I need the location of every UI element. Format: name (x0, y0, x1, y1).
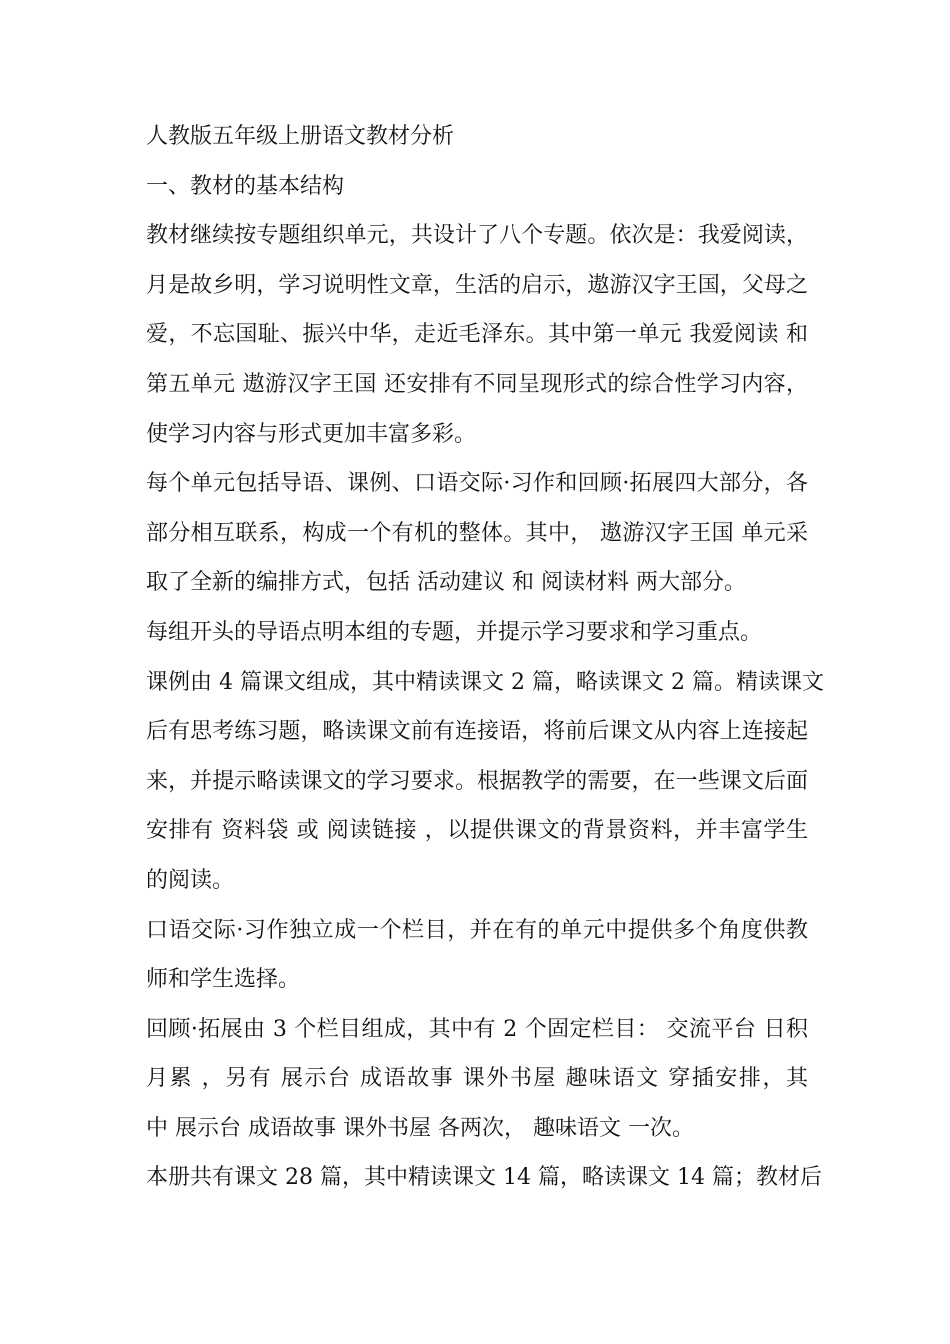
text-line: 本册共有课文 28 篇，其中精读课文 14 篇，略读课文 14 篇；教材后 (146, 1165, 822, 1191)
text-line: 口语交际·习作独立成一个栏目，并在有的单元中提供多个角度供教 (146, 917, 808, 943)
text-line: 取了全新的编排方式，包括 活动建议 和 阅读材料 两大部分。 (146, 570, 746, 596)
text-line: 每组开头的导语点明本组的专题，并提示学习要求和学习重点。 (146, 619, 763, 645)
document-title: 人教版五年级上册语文教材分析 (146, 124, 455, 149)
text-line: 的阅读。 (146, 867, 235, 893)
document-body (146, 211, 824, 1203)
text-line: 回顾·拓展由 3 个栏目组成，其中有 2 个固定栏目： 交流平台 日积 (146, 1016, 808, 1042)
text-line: 月累 ，另有 展示台 成语故事 课外书屋 趣味语文 穿插安排，其 (146, 1066, 808, 1092)
text-line: 课例由 4 篇课文组成，其中精读课文 2 篇，略读课文 2 篇。精读课文 (146, 669, 824, 695)
text-line: 来，并提示略读课文的学习要求。根据教学的需要，在一些课文后面 (146, 768, 808, 794)
text-line: 后有思考练习题，略读课文前有连接语，将前后课文从内容上连接起 (146, 719, 808, 745)
text-line: 师和学生选择。 (146, 967, 301, 993)
text-line: 使学习内容与形式更加丰富多彩。 (146, 421, 477, 447)
text-line: 教材继续按专题组织单元，共设计了八个专题。依次是：我爱阅读， (146, 223, 808, 249)
document-page (146, 112, 824, 1203)
text-line: 部分相互联系，构成一个有机的整体。其中， 遨游汉字王国 单元采 (146, 520, 808, 546)
text-line: 第五单元 遨游汉字王国 还安排有不同呈现形式的综合性学习内容， (146, 371, 808, 397)
text-line: 安排有 资料袋 或 阅读链接 ，以提供课文的背景资料，并丰富学生 (146, 818, 808, 844)
text-line: 月是故乡明，学习说明性文章，生活的启示，遨游汉字王国，父母之 (146, 272, 808, 298)
section-heading: 一、教材的基本结构 (146, 173, 345, 199)
text-line: 每个单元包括导语、课例、口语交际·习作和回顾·拓展四大部分，各 (146, 471, 808, 497)
text-line: 爱，不忘国耻、振兴中华，走近毛泽东。其中第一单元 我爱阅读 和 (146, 322, 808, 348)
text-line: 中 展示台 成语故事 课外书屋 各两次， 趣味语文 一次。 (146, 1115, 694, 1141)
